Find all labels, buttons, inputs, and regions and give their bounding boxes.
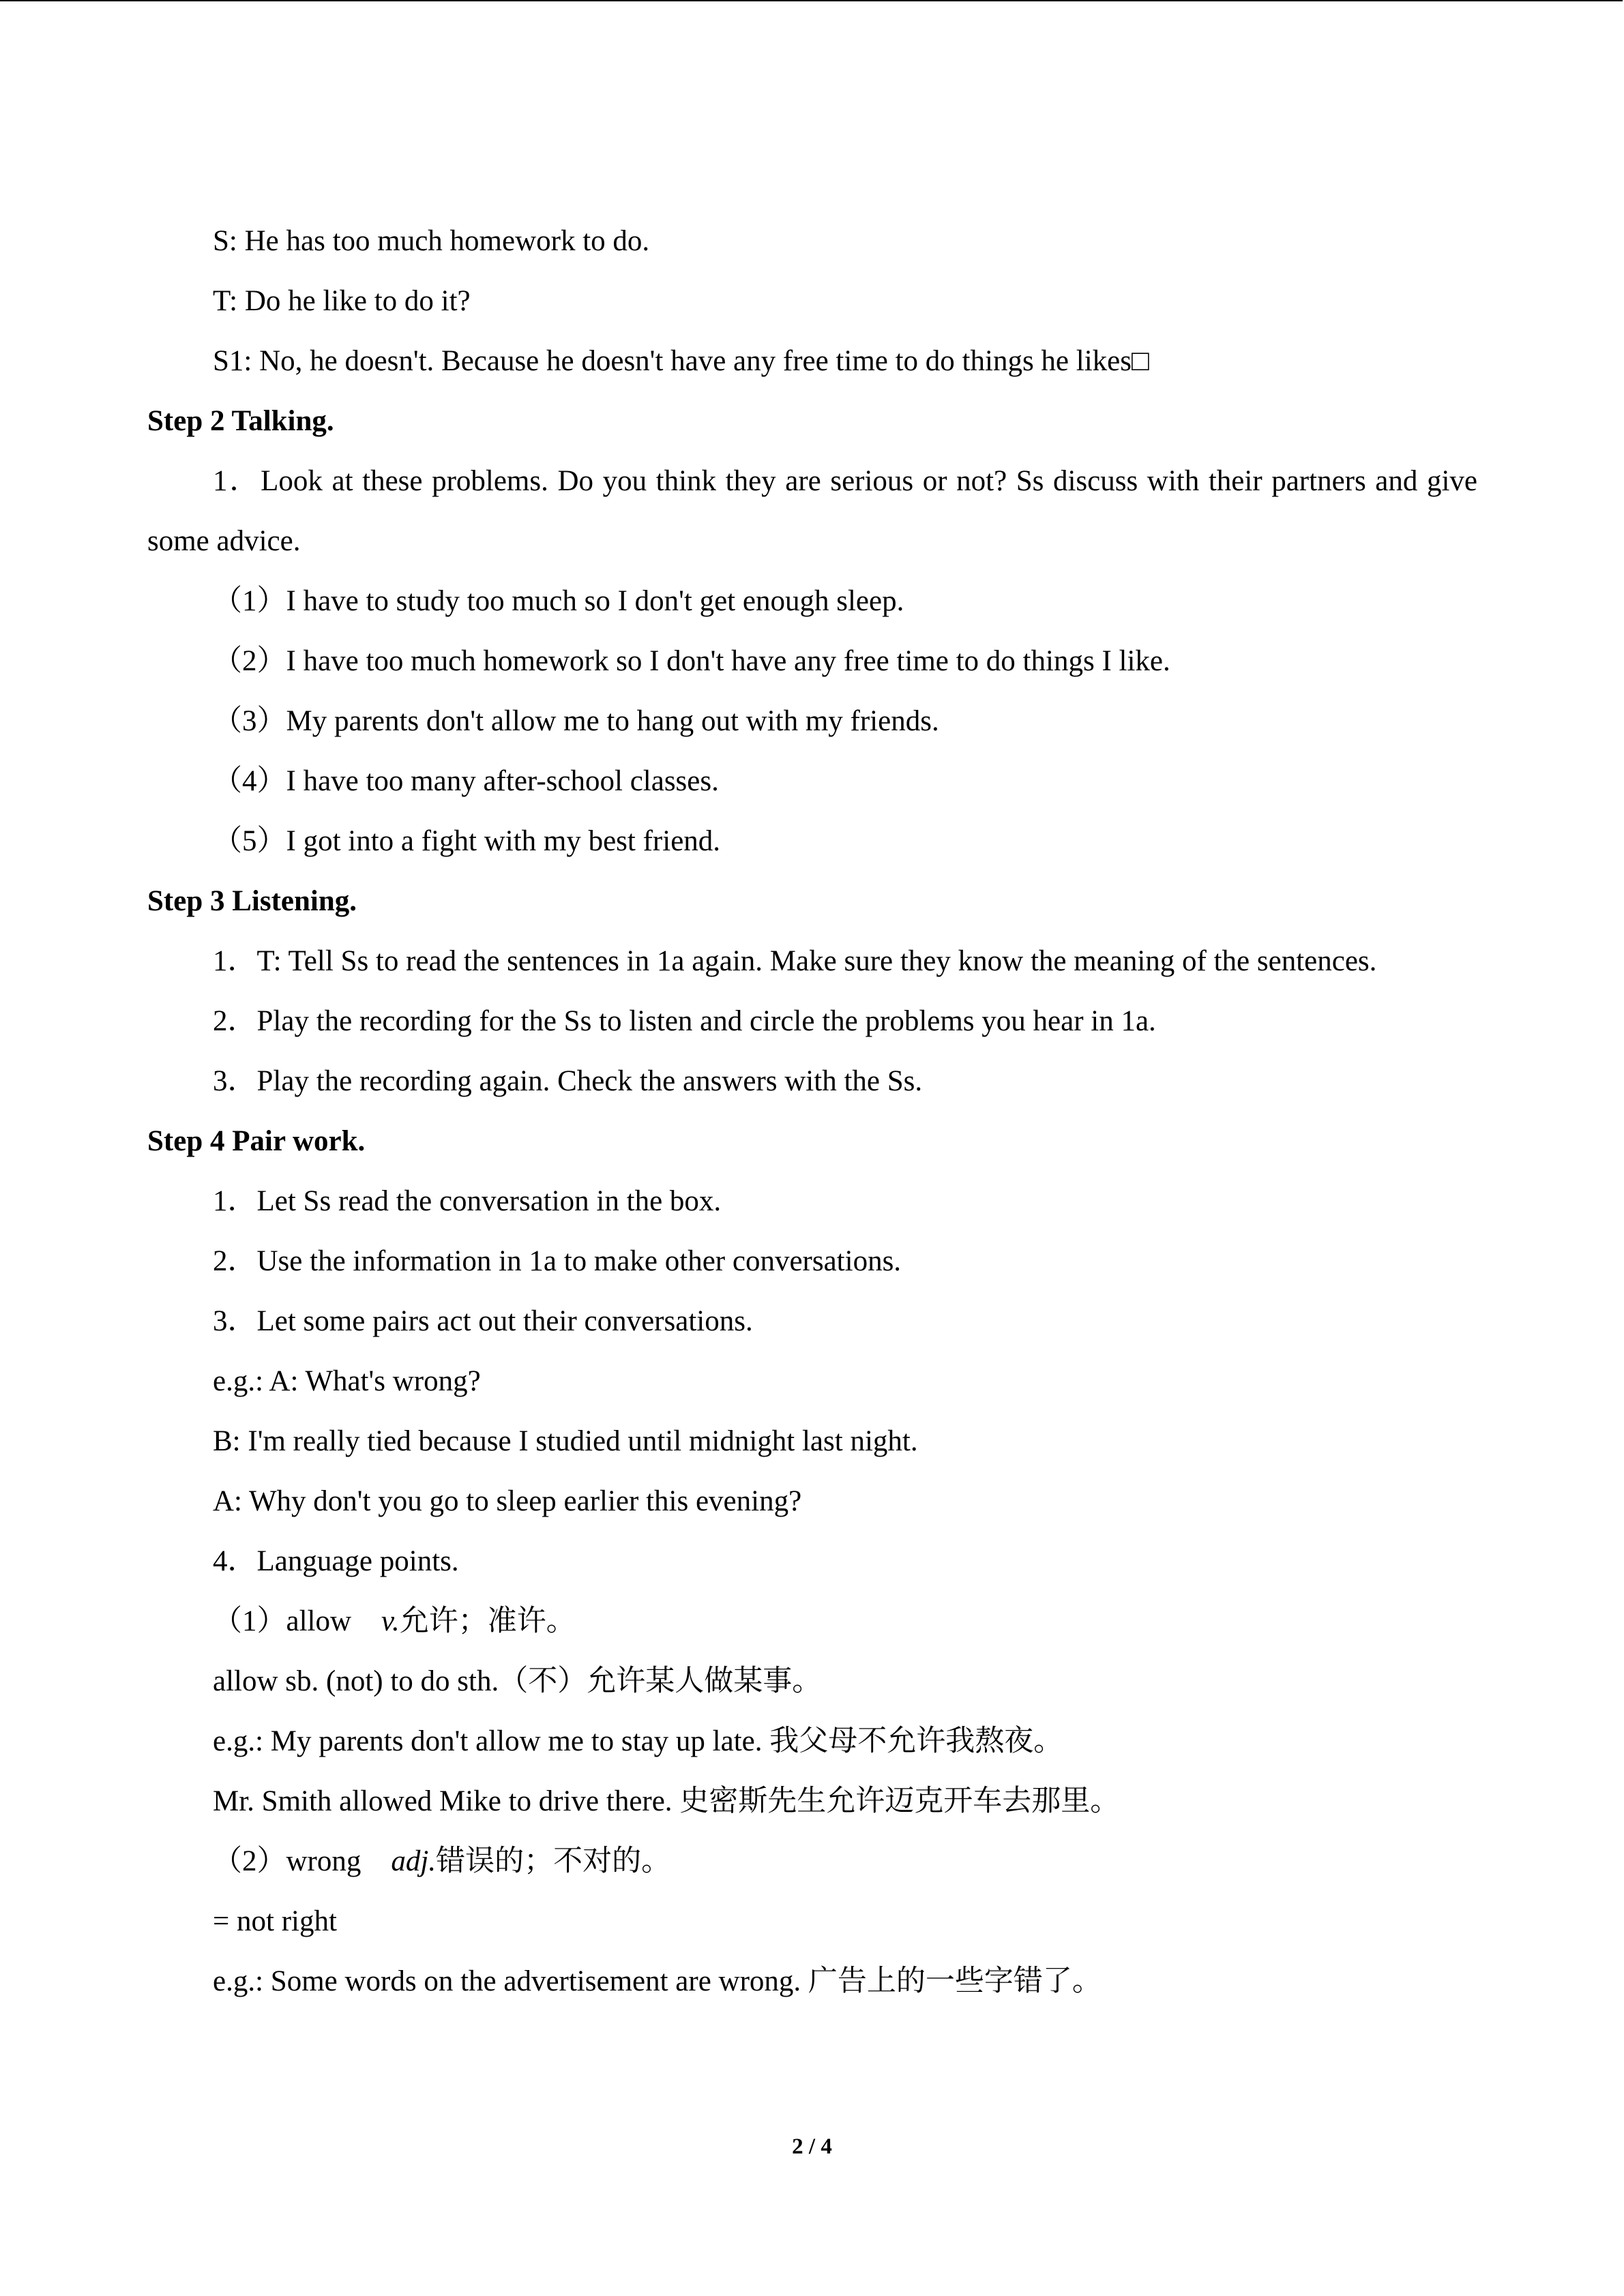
problem-item: （3）My parents don't allow me to hang out with my friends.: [213, 705, 939, 737]
step2-item1: 1．Look at these problems. Do you think they are serious or not? Ss discuss with their partners and give some advice.: [147, 465, 1477, 557]
vocab-allow-example: Mr. Smith allowed Mike to drive there. 史密斯先生允许迈克开车去那里。: [213, 1785, 1120, 1817]
dialogue-line: T: Do he like to do it?: [213, 285, 471, 317]
step3-item2: 2．Play the recording for the Ss to listen and circle the problems you hear in 1a.: [213, 1005, 1156, 1037]
problem-item: （2）I have too much homework so I don't have any free time to do things I like.: [213, 645, 1170, 677]
document-body: [147, 211, 1477, 2012]
page-number: 2 / 4: [792, 2134, 832, 2159]
example-line: B: I'm really tied because I studied until midnight last night.: [213, 1425, 918, 1457]
step4-item: 2．Use the information in 1a to make other conversations.: [213, 1245, 902, 1277]
vocab-wrong-example: e.g.: Some words on the advertisement are wrong. 广告上的一些字错了。: [213, 1965, 1102, 1997]
vocab-allow-head: （1）allow: [213, 1605, 352, 1637]
vocab-allow-pos: v.: [381, 1605, 400, 1637]
vocab-wrong: [147, 1832, 1477, 1892]
vocab-wrong-meaning: 错误的；不对的。: [436, 1845, 671, 1877]
vocab-allow-meaning: 允许；准许。: [399, 1605, 576, 1637]
example-line: A: Why don't you go to sleep earlier this evening?: [213, 1485, 802, 1517]
step4-heading: Step 4 Pair work.: [147, 1125, 366, 1157]
example-line: e.g.: A: What's wrong?: [213, 1365, 481, 1397]
problem-item: （4）I have too many after-school classes.: [213, 765, 719, 797]
problem-item: （5）I got into a fight with my best friend.: [213, 825, 721, 857]
vocab-allow: [147, 1592, 1477, 1652]
step2-heading: Step 2 Talking.: [147, 405, 334, 437]
step3-item3: 3．Play the recording again. Check the answers with the Ss.: [213, 1065, 923, 1097]
step3-heading: Step 3 Listening.: [147, 885, 357, 917]
step3-item1: 1．T: Tell Ss to read the sentences in 1a again. Make sure they know the meaning of the sentences.: [213, 945, 1377, 977]
vocab-allow-usage: allow sb. (not) to do sth.（不）允许某人做某事。: [213, 1665, 822, 1697]
vocab-wrong-head: （2）wrong: [213, 1845, 361, 1877]
dialogue-line: S1: No, he doesn't. Because he doesn't have any free time to do things he likes□: [213, 345, 1149, 377]
step4-item: 3．Let some pairs act out their conversations.: [213, 1305, 753, 1337]
vocab-wrong-pos: adj.: [391, 1845, 437, 1877]
language-points-item: 4．Language points.: [213, 1545, 459, 1577]
vocab-allow-example: e.g.: My parents don't allow me to stay up late. 我父母不允许我熬夜。: [213, 1725, 1063, 1757]
page-top-border: [0, 0, 1623, 1]
dialogue-line: S: He has too much homework to do.: [213, 225, 650, 257]
step4-item: 1．Let Ss read the conversation in the box.: [213, 1185, 722, 1217]
vocab-wrong-synonym: = not right: [213, 1905, 337, 1937]
problem-item: （1）I have to study too much so I don't get enough sleep.: [213, 585, 904, 617]
